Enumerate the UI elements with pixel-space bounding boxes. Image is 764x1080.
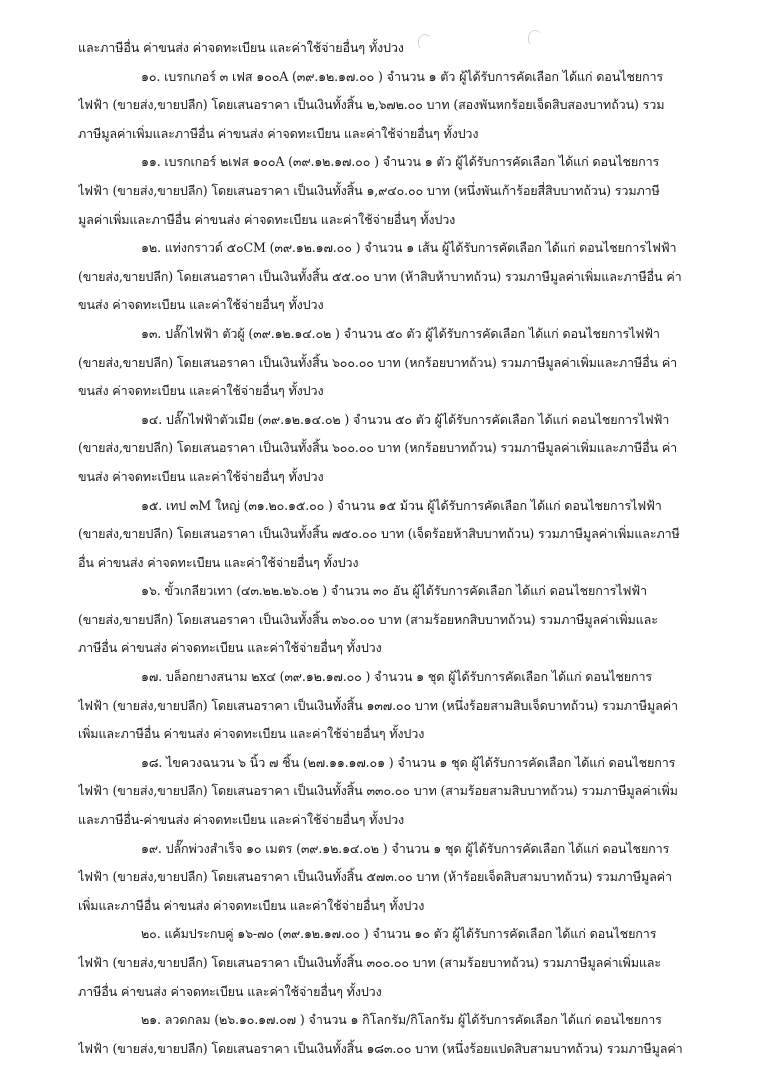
text-line: เพิ่มและภาษีอื่น ค่าขนส่ง ค่าจดทะเบียน และค่าใช้จ่ายอื่นๆ ทั้งปวง [78, 726, 425, 742]
item-first-line: ๑๘. ไขควงฉนวน ๖ นิ้ว ๗ ชิ้น (๒๗.๑๑.๑๗.๐๑ ) จำนวน ๑ ชุด ผู้ได้รับการคัดเลือก ได้แก่ ดอนไชยการ [141, 754, 676, 770]
list-item [78, 492, 700, 578]
item-first-line: ๑๕. เทป ๓M ใหญ่ (๓๑.๒๐.๑๕.๐๐ ) จำนวน ๑๕ ม้วน ผู้ได้รับการคัดเลือก ได้แก่ ดอนไชยการไฟฟ้า [141, 497, 662, 513]
item-first-line: ๒๑. ลวดกลม (๒๖.๑๐.๑๗.๐๗ ) จำนวน ๑ กิโลกรัม/กิโลกรัม ผู้ได้รับการคัดเลือก ได้แก่ ดอนไชยการ [141, 1012, 662, 1028]
text-line: ไฟฟ้า (ขายส่ง,ขายปลีก) โดยเสนอราคา เป็นเงินทั้งสิ้น ๑๓๗.๐๐ บาท (หนึ่งร้อยสามสิบเจ็ดบาทถ้วน) รวมภาษีมูลค่า [78, 697, 678, 713]
text-line: ไฟฟ้า (ขายส่ง,ขายปลีก) โดยเสนอราคา เป็นเงินทั้งสิ้น ๒,๖๗๒.๐๐ บาท (สองพันหกร้อยเจ็ดสิบสองบาทถ้วน) รวม [78, 97, 665, 113]
text-line: และภาษีอื่น ค่าขนส่ง ค่าจดทะเบียน และค่าใช้จ่ายอื่นๆ ทั้งปวง [78, 40, 404, 55]
text-line: ไฟฟ้า (ขายส่ง,ขายปลีก) โดยเสนอราคา เป็นเงินทั้งสิ้น ๓๓๐.๐๐ บาท (สามร้อยสามสิบบาทถ้วน) รวมภาษีมูลค่าเพิ่ม [78, 783, 678, 799]
text-line: ขนส่ง ค่าจดทะเบียน และค่าใช้จ่ายอื่นๆ ทั้งปวง [78, 468, 324, 484]
text-line: ภาษีมูลค่าเพิ่มและภาษีอื่น ค่าขนส่ง ค่าจดทะเบียน และค่าใช้จ่ายอื่นๆ ทั้งปวง [78, 125, 479, 141]
list-item [78, 63, 700, 149]
text-line: เพิ่มและภาษีอื่น ค่าขนส่ง ค่าจดทะเบียน และค่าใช้จ่ายอื่นๆ ทั้งปวง [78, 897, 425, 913]
list-item [78, 148, 700, 234]
item-first-line: ๑๐. เบรกเกอร์ ๓ เฟส ๑๐๐A (๓๙.๑๒.๑๗.๐๐ ) จำนวน ๑ ตัว ผู้ได้รับการคัดเลือก ได้แก่ ดอนไชยการ [141, 68, 663, 84]
list-item [78, 1006, 700, 1063]
list-item [78, 835, 700, 921]
document-body [78, 34, 700, 1063]
text-line: ไฟฟ้า (ขายส่ง,ขายปลีก) โดยเสนอราคา เป็นเงินทั้งสิ้น ๑๘๓.๐๐ บาท (หนึ่งร้อยแปดสิบสามบาทถ้วน) รวมภาษีมูลค่า [78, 1040, 683, 1056]
text-line: ภาษีอื่น ค่าขนส่ง ค่าจดทะเบียน และค่าใช้จ่ายอื่นๆ ทั้งปวง [78, 640, 382, 656]
item-first-line: ๑๑. เบรกเกอร์ ๒เฟส ๑๐๐A (๓๙.๑๒.๑๗.๐๐ ) จำนวน ๑ ตัว ผู้ได้รับการคัดเลือก ได้แก่ ดอนไชยการ [141, 154, 660, 170]
text-line: (ขายส่ง,ขายปลีก) โดยเสนอราคา เป็นเงินทั้งสิ้น ๕๕.๐๐ บาท (ห้าสิบห้าบาทถ้วน) รวมภาษีมูลค่าเพิ่มและภาษีอื่น ค่า [78, 268, 682, 284]
list-item [78, 920, 700, 1006]
list-item [78, 320, 700, 406]
text-line: ไฟฟ้า (ขายส่ง,ขายปลีก) โดยเสนอราคา เป็นเงินทั้งสิ้น ๓๐๐.๐๐ บาท (สามร้อยบาทถ้วน) รวมภาษีมูลค่าเพิ่มและ [78, 955, 661, 970]
text-line: อื่น ค่าขนส่ง ค่าจดทะเบียน และค่าใช้จ่ายอื่นๆ ทั้งปวง [78, 554, 359, 570]
list-item [78, 234, 700, 320]
text-line: (ขายส่ง,ขายปลีก) โดยเสนอราคา เป็นเงินทั้งสิ้น ๗๕๐.๐๐ บาท (เจ็ดร้อยห้าสิบบาทถ้วน) รวมภาษีมูลค่าเพิ่มและภาษี [78, 526, 680, 542]
item-first-line: ๑๖. ขั้วเกลียวเทา (๔๓.๒๒.๒๖.๐๒ ) จำนวน ๓๐ อัน ผู้ได้รับการคัดเลือก ได้แก่ ดอนไชยการไฟฟ้า [141, 583, 647, 599]
text-line: ไฟฟ้า (ขายส่ง,ขายปลีก) โดยเสนอราคา เป็นเงินทั้งสิ้น ๕๗๓.๐๐ บาท (ห้าร้อยเจ็ดสิบสามบาทถ้วน) รวมภาษีมูลค่า [78, 869, 672, 885]
list-item [78, 577, 700, 663]
text-line: ขนส่ง ค่าจดทะเบียน และค่าใช้จ่ายอื่นๆ ทั้งปวง [78, 383, 324, 399]
list-item [78, 406, 700, 492]
text-line: ขนส่ง ค่าจดทะเบียน และค่าใช้จ่ายอื่นๆ ทั้งปวง [78, 297, 324, 313]
list-item [78, 749, 700, 835]
item-first-line: ๑๔. ปลั๊กไฟฟ้าตัวเมีย (๓๙.๑๒.๑๔.๐๒ ) จำนวน ๕๐ ตัว ผู้ได้รับการคัดเลือก ได้แก่ ดอนไชยการไฟฟ้า [141, 411, 670, 427]
item-first-line: ๑๒. แท่งกราวด์ ๕๐CM (๓๙.๑๒.๑๗.๐๐ ) จำนวน ๑ เส้น ผู้ได้รับการคัดเลือก ได้แก่ ดอนไชยการไฟฟ้า [141, 240, 677, 256]
text-line: (ขายส่ง,ขายปลีก) โดยเสนอราคา เป็นเงินทั้งสิ้น ๓๖๐.๐๐ บาท (สามร้อยหกสิบบาทถ้วน) รวมภาษีมูลค่าเพิ่มและ [78, 611, 658, 627]
list-item [78, 663, 700, 749]
text-line: (ขายส่ง,ขายปลีก) โดยเสนอราคา เป็นเงินทั้งสิ้น ๖๐๐.๐๐ บาท (หกร้อยบาทถ้วน) รวมภาษีมูลค่าเพิ่มและภาษีอื่น ค่า [78, 440, 678, 456]
text-line: (ขายส่ง,ขายปลีก) โดยเสนอราคา เป็นเงินทั้งสิ้น ๖๐๐.๐๐ บาท (หกร้อยบาทถ้วน) รวมภาษีมูลค่าเพิ่มและภาษีอื่น ค่า [78, 354, 678, 370]
item-first-line: ๒๐. แค้มประกบคู่ ๑๖-๗๐ (๓๙.๑๒.๑๗.๐๐ ) จำนวน ๑๐ ตัว ผู้ได้รับการคัดเลือก ได้แก่ ดอนไชยการ [141, 926, 657, 942]
text-line: ภาษีอื่น ค่าขนส่ง ค่าจดทะเบียน และค่าใช้จ่ายอื่นๆ ทั้งปวง [78, 983, 382, 999]
text-line: และภาษีอื่น-ค่าขนส่ง ค่าจดทะเบียน และค่าใช้จ่ายอื่นๆ ทั้งปวง [78, 812, 404, 828]
item-first-line: ๑๙. ปลั๊กพ่วงสำเร็จ ๑๐ เมตร (๓๙.๑๒.๑๔.๐๒ ) จำนวน ๑ ชุด ผู้ได้รับการคัดเลือก ได้แก่ ดอนไชยการ [141, 840, 670, 856]
item-first-line: ๑๓. ปลั๊กไฟฟ้า ตัวผู้ (๓๙.๑๒.๑๔.๐๒ ) จำนวน ๕๐ ตัว ผู้ได้รับการคัดเลือก ได้แก่ ดอนไชยการไฟฟ้า [141, 325, 660, 341]
text-line: มูลค่าเพิ่มและภาษีอื่น ค่าขนส่ง ค่าจดทะเบียน และค่าใช้จ่ายอื่นๆ ทั้งปวง [78, 211, 456, 227]
text-line: ไฟฟ้า (ขายส่ง,ขายปลีก) โดยเสนอราคา เป็นเงินทั้งสิ้น ๑,๙๔๐.๐๐ บาท (หนึ่งพันเก้าร้อยสี่สิบบาทถ้วน) รวมภาษี [78, 182, 660, 198]
item-first-line: ๑๗. บล็อกยางสนาม ๒x๔ (๓๙.๑๒.๑๗.๐๐ ) จำนวน ๑ ชุด ผู้ได้รับการคัดเลือก ได้แก่ ดอนไชยการ [141, 669, 653, 685]
